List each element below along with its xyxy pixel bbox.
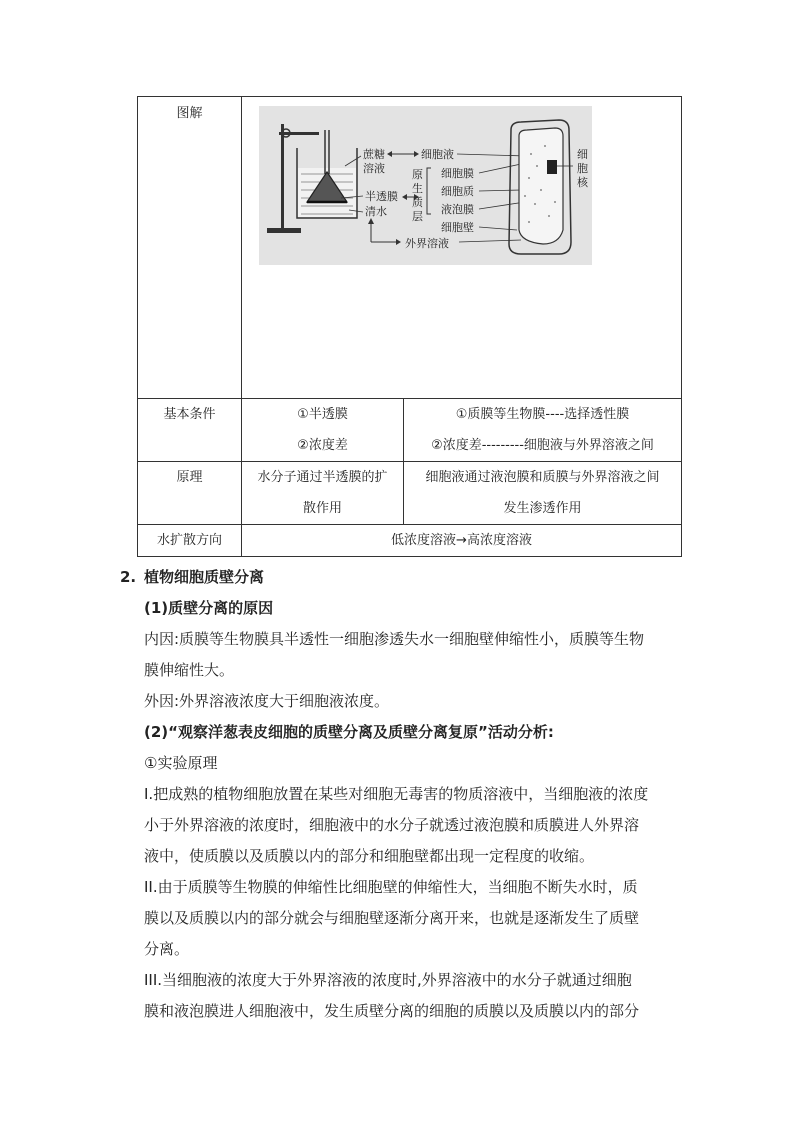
- paragraph-1-line-2: 小于外界溶液的浓度时，细胞液中的水分子就透过液泡膜和质膜进人外界溶: [144, 816, 640, 834]
- paragraph-1-line-1: I.把成熟的植物细胞放置在某些对细胞无毒害的物质溶液中，当细胞液的浓度: [144, 785, 649, 803]
- label-cytoplasm: 细胞质: [441, 185, 474, 198]
- row-basic-conditions-right: [404, 399, 682, 462]
- label-outer-solution: 外界溶液: [405, 237, 449, 250]
- experiment-principle-heading: ①实验原理: [144, 754, 218, 772]
- label-cell-wall: 细胞壁: [441, 221, 474, 234]
- paragraph-1-line-3: 液中，使质膜以及质膜以内的部分和细胞壁都出现一定程度的收缩。: [144, 847, 595, 865]
- subheading-activity: (2)“观察洋葱表皮细胞的质壁分离及质壁分离复原”活动分析:: [144, 723, 554, 741]
- diagram-label: 图解: [138, 97, 242, 399]
- principle-left-line-2: 散作用: [302, 501, 342, 516]
- outer-cause: 外因:外界溶液浓度大于细胞液浓度。: [144, 692, 390, 710]
- row-diffusion-direction-label: 水扩散方向: [138, 525, 242, 557]
- label-sucrose-1: 蔗糖: [363, 148, 385, 161]
- section-number: 2.: [120, 568, 137, 586]
- row-principle-label: 原理: [138, 462, 242, 525]
- label-cell-sap: 细胞液: [421, 148, 454, 161]
- paragraph-2-line-3: 分离。: [144, 940, 190, 958]
- inner-cause-line-2: 膜伸缩性大。: [144, 661, 235, 679]
- basic-right-line-2: ②浓度差---------细胞液与外界溶液之间: [431, 438, 654, 453]
- label-cell-membrane: 细胞膜: [441, 167, 474, 180]
- comparison-table: [137, 96, 682, 557]
- label-protoplast-1: 原: [412, 168, 423, 181]
- row-principle: [138, 462, 682, 525]
- row-principle-left: [242, 462, 404, 525]
- inner-cause-line-1: 内因:质膜等生物膜具半透性一细胞渗透失水一细胞壁伸缩性小，质膜等生物: [144, 630, 645, 648]
- label-nucleus-1: 细: [577, 148, 588, 161]
- label-protoplast-4: 层: [412, 210, 423, 223]
- label-protoplast-3: 质: [412, 196, 423, 209]
- label-nucleus-2: 胞: [577, 162, 588, 175]
- section-heading: [120, 562, 680, 593]
- paragraph-2-line-1: II.由于质膜等生物膜的伸缩性比细胞壁的伸缩性大，当细胞不断失水时，质: [144, 878, 638, 896]
- label-protoplast-2: 生: [412, 182, 423, 195]
- label-semi-membrane: 半透膜: [365, 190, 398, 203]
- label-sucrose-2: 溶液: [363, 162, 385, 175]
- diagram-row: [138, 97, 682, 399]
- label-clear-water: 清水: [365, 205, 387, 218]
- section-content: [120, 562, 680, 1027]
- section-title: 植物细胞质壁分离: [144, 568, 265, 586]
- paragraph-3-line-2: 膜和液泡膜进人细胞液中，发生质壁分离的细胞的质膜以及质膜以内的部分: [144, 1002, 640, 1020]
- paragraph-3-line-1: III.当细胞液的浓度大于外界溶液的浓度时,外界溶液中的水分子就通过细胞: [144, 971, 632, 989]
- osmosis-diagram: [259, 106, 592, 265]
- row-basic-conditions-label: 基本条件: [138, 399, 242, 462]
- subheading-causes: (1)质壁分离的原因: [144, 599, 274, 617]
- principle-right-line-1: 细胞液通过液泡膜和质膜与外界溶液之间: [425, 470, 660, 485]
- paragraph-2-line-2: 膜以及质膜以内的部分就会与细胞壁逐渐分离开来，也就是逐渐发生了质壁: [144, 909, 640, 927]
- row-diffusion-direction: [138, 525, 682, 557]
- basic-right-line-1: ①质膜等生物膜----选择透性膜: [455, 407, 630, 422]
- row-principle-right: [404, 462, 682, 525]
- principle-left-line-1: 水分子通过半透膜的扩: [257, 470, 388, 485]
- basic-left-line-2: ②浓度差: [297, 438, 348, 453]
- osmosis-figure: [259, 106, 592, 265]
- basic-left-line-1: ①半透膜: [297, 407, 348, 422]
- row-diffusion-direction-value: 低浓度溶液→高浓度溶液: [242, 525, 682, 557]
- label-tonoplast: 液泡膜: [441, 203, 474, 216]
- label-nucleus-3: 核: [577, 176, 588, 189]
- row-basic-conditions: [138, 399, 682, 462]
- row-basic-conditions-left: [242, 399, 404, 462]
- diagram-cell: [242, 97, 682, 399]
- principle-right-line-2: 发生渗透作用: [503, 501, 582, 516]
